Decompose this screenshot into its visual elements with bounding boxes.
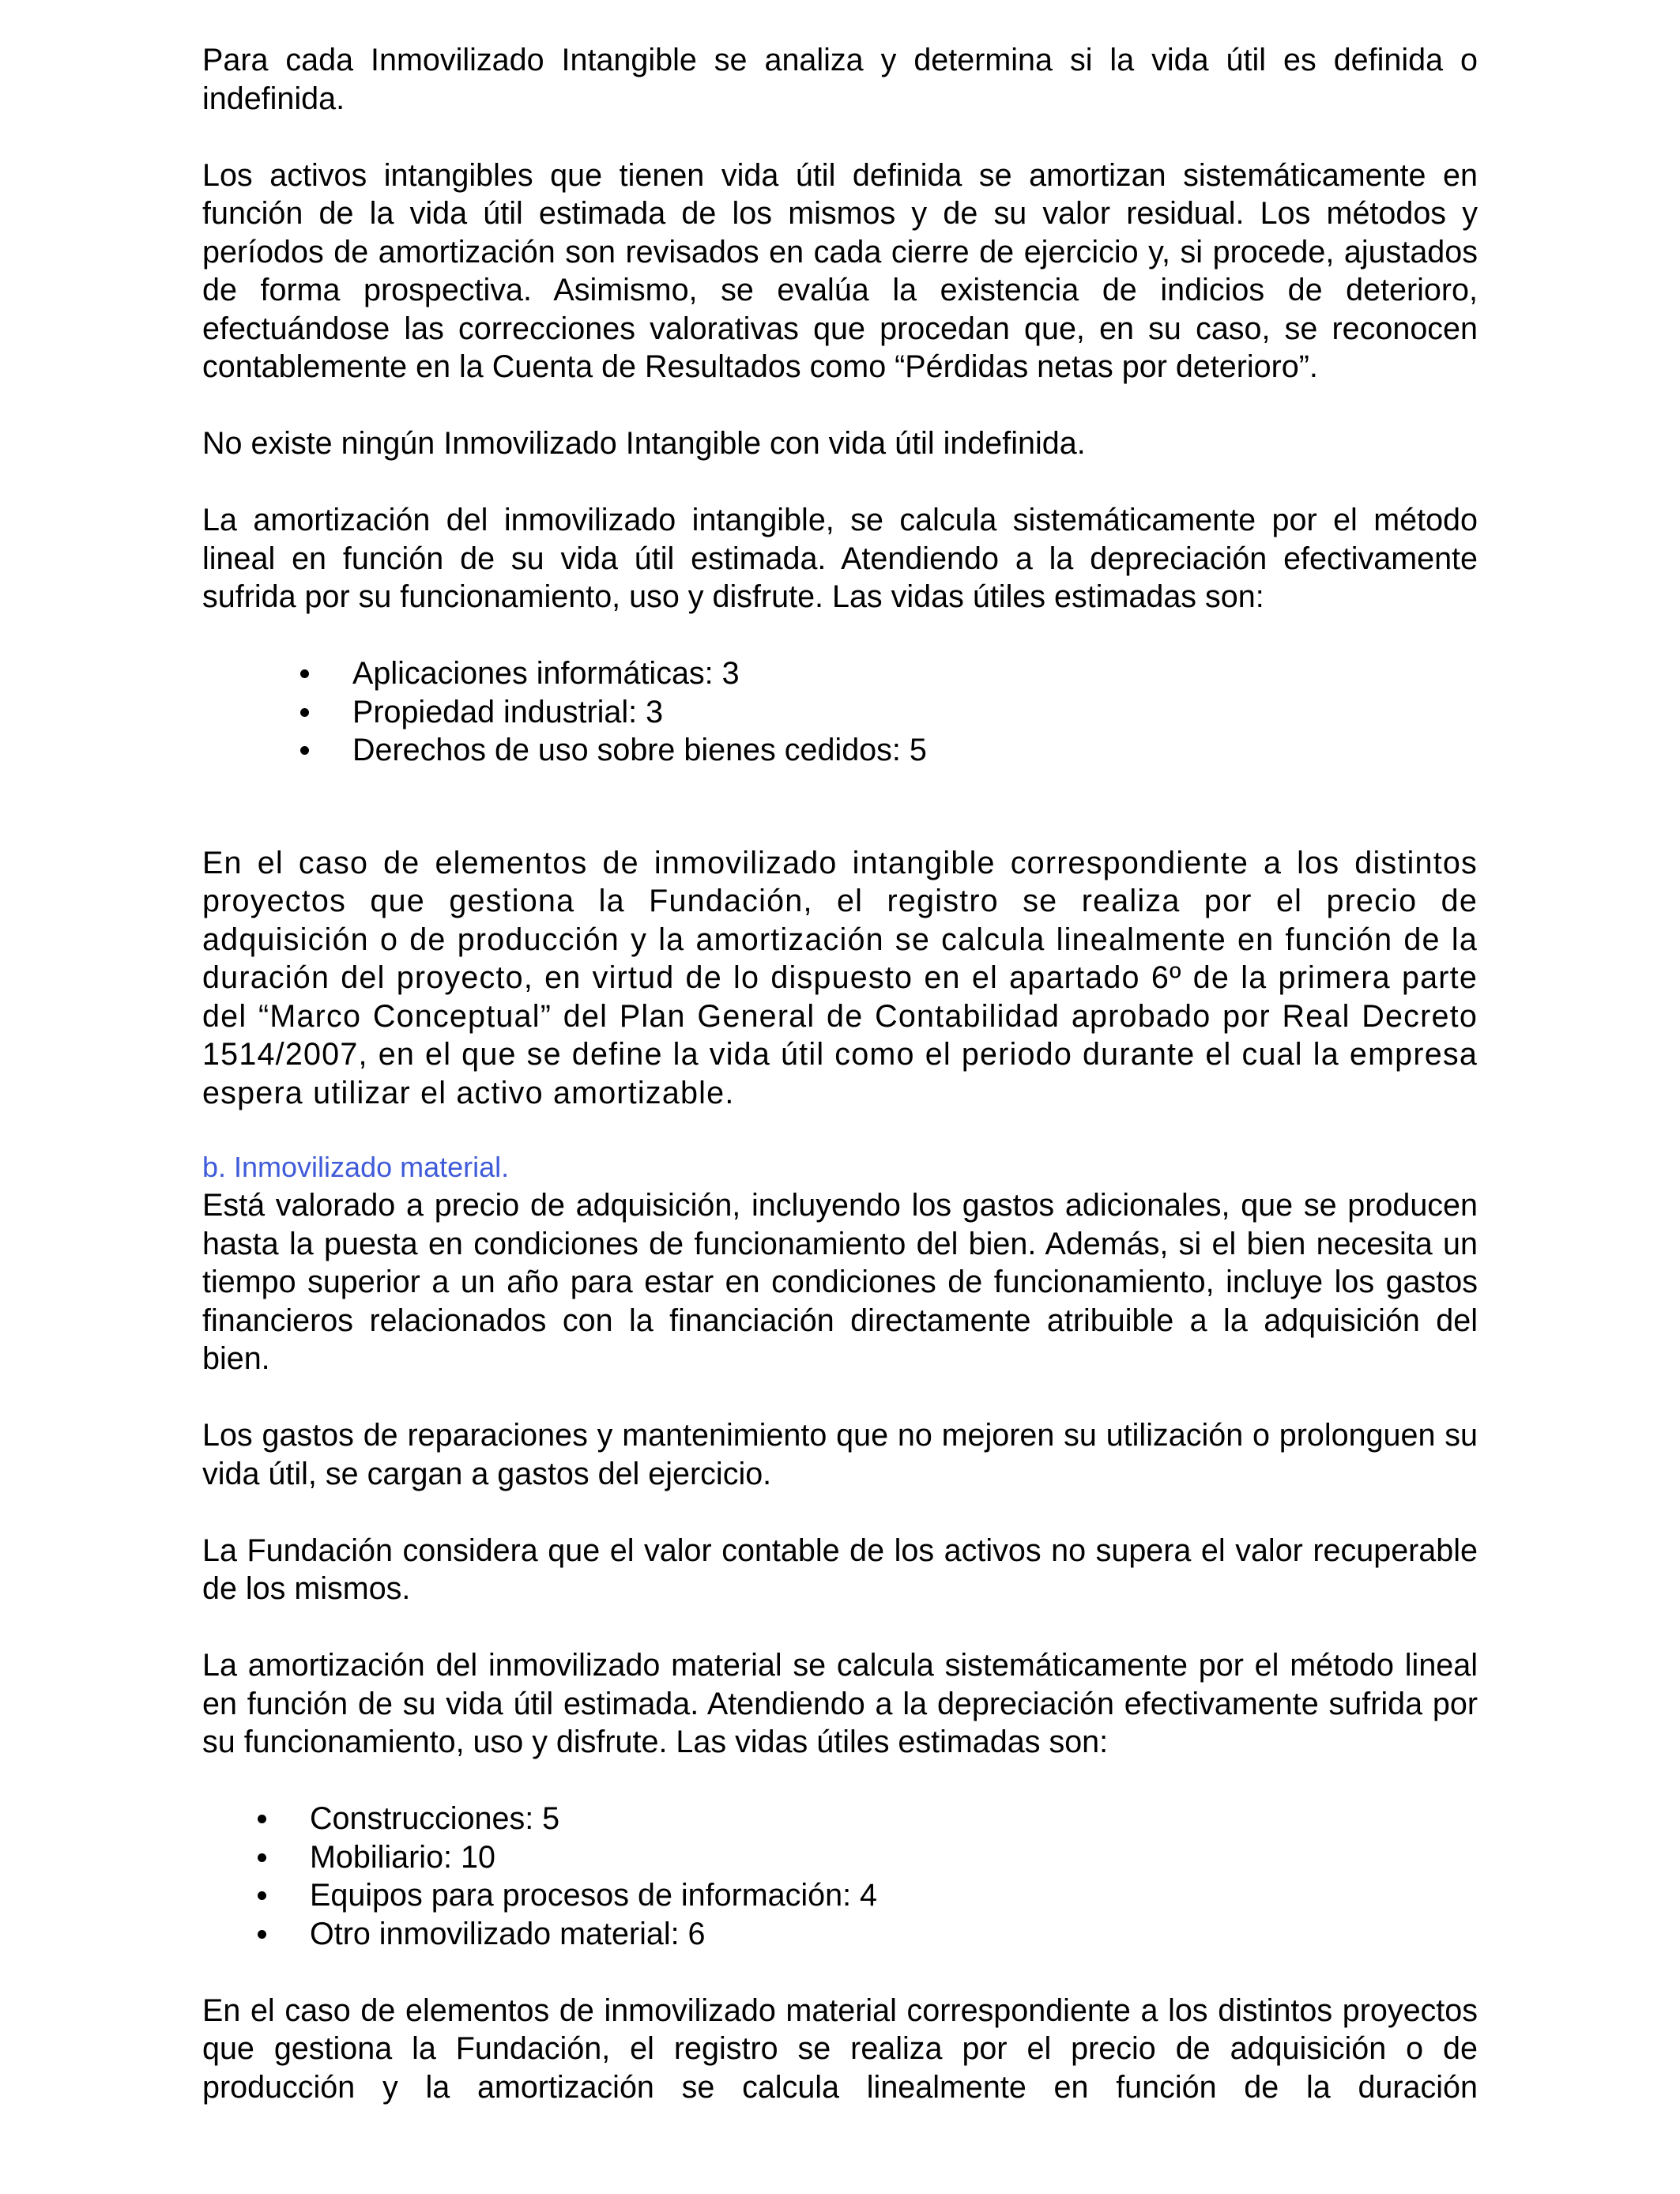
- paragraph-intangible-projects: En el caso de elementos de inmovilizado intangible correspondiente a los distintos proyectos que gestiona la Fundación, el registro se realiza por el precio de adquisición o de producción y la amortización se calcula linealmente en función de la duración del proyecto, en virtud de lo dispuesto en el apartado 6º de la primera parte del “Marco Conceptual” del Plan General de Contabilidad aprobado por Real Decreto 1514/2007, en el que se define la vida útil como el periodo durante el cual la empresa espera utilizar el activo amortizable.: [202, 845, 1478, 1110]
- paragraph-material-method: La amortización del inmovilizado material se calcula sistemáticamente por el método lineal en función de su vida útil estimada. Atendiendo a la depreciación efectivamente sufrida por su funcionamiento, uso y disfrute. Las vidas útiles estimadas son:: [202, 1648, 1478, 1759]
- list-item-label: Propiedad industrial: 3: [352, 694, 664, 729]
- paragraph-repairs: Los gastos de reparaciones y mantenimiento que no mejoren su utilización o prolonguen su vida útil, se cargan a gastos del ejercicio.: [202, 1418, 1478, 1491]
- list-item-label: Equipos para procesos de información: 4: [310, 1878, 878, 1913]
- spacer: [202, 1493, 1478, 1532]
- bullet-icon: [258, 1930, 266, 1939]
- list-item-label: Construcciones: 5: [310, 1801, 560, 1836]
- bullet-icon: [258, 1853, 266, 1862]
- paragraph-material-valuation: Está valorado a precio de adquisición, incluyendo los gastos adicionales, que se producen hasta la puesta en condiciones de funcionamiento del bien. Además, si el bien necesita un tiempo superior a un año para estar en condiciones de funcionamiento, incluye los gastos financieros relacionados con la financiación directamente atribuible a la adquisición del bien.: [202, 1188, 1478, 1376]
- list-item: [202, 1800, 1478, 1838]
- spacer: [202, 118, 1478, 156]
- document-page: [202, 41, 1478, 2106]
- list-item-label: Aplicaciones informáticas: 3: [352, 656, 740, 691]
- spacer: [202, 1953, 1478, 1992]
- list-item: [202, 1838, 1478, 1877]
- paragraph-useful-life-intro: Para cada Inmovilizado Intangible se analiza y determina si la vida útil es definida o indefinida.: [202, 43, 1478, 116]
- spacer: [202, 770, 1478, 844]
- paragraph-recoverable-value: La Fundación considera que el valor contable de los activos no supera el valor recuperable de los mismos.: [202, 1532, 1478, 1606]
- bullet-icon: [258, 1815, 266, 1823]
- list-item-label: Otro inmovilizado material: 6: [310, 1916, 706, 1951]
- paragraph-no-indefinite: No existe ningún Inmovilizado Intangible con vida útil indefinida.: [202, 426, 1086, 461]
- spacer: [202, 1762, 1478, 1800]
- list-item-label: Derechos de uso sobre bienes cedidos: 5: [352, 733, 927, 767]
- intangible-lives-list: [202, 654, 1478, 770]
- spacer: [202, 463, 1478, 502]
- bullet-icon: [300, 669, 309, 678]
- bullet-icon: [258, 1891, 266, 1900]
- paragraph-material-projects: En el caso de elementos de inmovilizado material correspondiente a los distintos proyectos que gestiona la Fundación, el registro se realiza por el precio de adquisición o de producción y la amortización se calcula linealmente en función de la duración: [202, 1992, 1478, 2105]
- list-item: [202, 1915, 1478, 1954]
- list-item: [202, 654, 1478, 693]
- list-item-label: Mobiliario: 10: [310, 1839, 495, 1875]
- spacer: [202, 1112, 1478, 1148]
- list-item: [202, 731, 1478, 770]
- bullet-icon: [300, 746, 309, 755]
- spacer: [202, 616, 1478, 655]
- paragraph-intangible-method: La amortización del inmovilizado intangible, se calcula sistemáticamente por el método lineal en función de su vida útil estimada. Atendiendo a la depreciación efectivamente sufrida por su funcionamiento, uso y disfrute. Las vidas útiles estimadas son:: [202, 503, 1478, 614]
- paragraph-intangible-amortization: Los activos intangibles que tienen vida útil definida se amortizan sistemáticamente en función de la vida útil estimada de los mismos y de su valor residual. Los métodos y períodos de amortización son revisados en cada cierre de ejercicio y, si procede, ajustados de forma prospectiva. Asimismo, se evalúa la existencia de indicios de deterioro, efectuándose las correcciones valorativas que procedan que, en su caso, se reconocen contablemente en la Cuenta de Resultados como “Pérdidas netas por deterioro”.: [202, 157, 1478, 384]
- section-heading-material: b. Inmovilizado material.: [202, 1151, 510, 1183]
- bullet-icon: [300, 708, 309, 717]
- spacer: [202, 1608, 1478, 1647]
- spacer: [202, 1378, 1478, 1417]
- material-lives-list: [202, 1800, 1478, 1953]
- spacer: [202, 386, 1478, 425]
- list-item: [202, 1876, 1478, 1915]
- list-item: [202, 693, 1478, 732]
